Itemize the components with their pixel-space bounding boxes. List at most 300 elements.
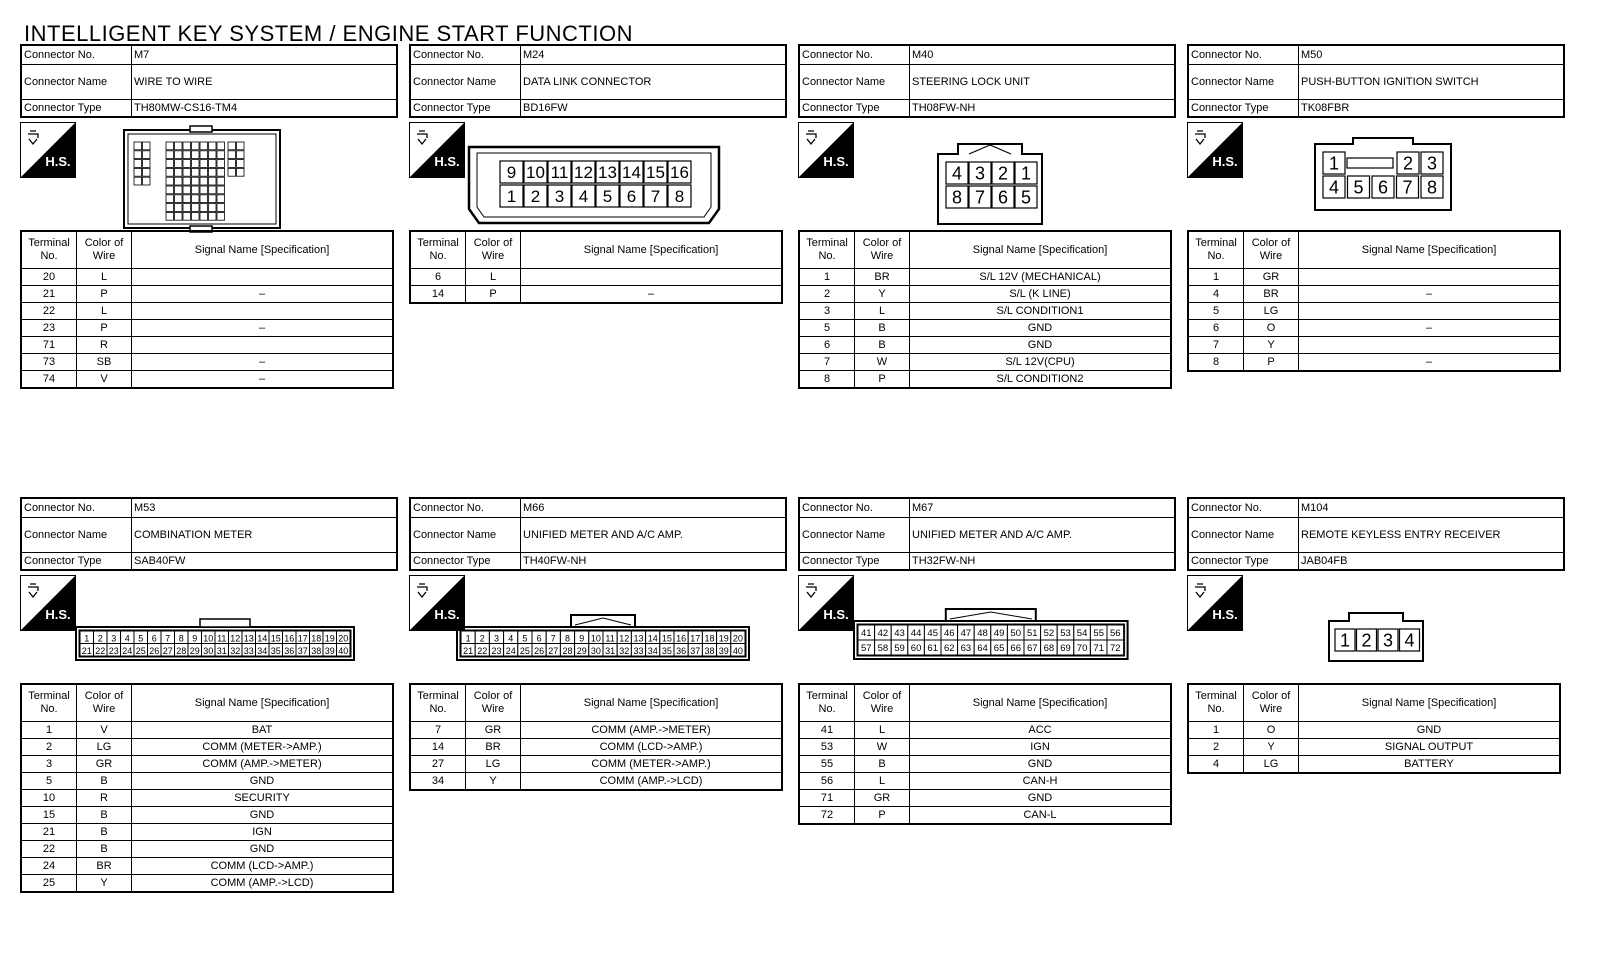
terminal-table bbox=[1187, 683, 1561, 774]
connector-number-label: Connector No. bbox=[22, 46, 132, 64]
signal-name-cell: GND bbox=[910, 337, 1172, 354]
pin-number: 2 bbox=[479, 633, 485, 644]
pin-number: 22 bbox=[95, 645, 106, 656]
table-row bbox=[21, 722, 393, 739]
wire-color-cell: B bbox=[855, 756, 910, 773]
table-row bbox=[21, 286, 393, 303]
pin-number: 23 bbox=[491, 645, 502, 656]
wire-color-cell: Y bbox=[855, 286, 910, 303]
connector-type-label: Connector Type bbox=[22, 100, 132, 116]
pin-number: 5 bbox=[602, 187, 613, 206]
harness-side-icon bbox=[409, 575, 465, 631]
pin-number: 24 bbox=[122, 645, 133, 656]
connector-name-value: STEERING LOCK UNIT bbox=[912, 76, 1030, 88]
pin-number: 12 bbox=[230, 633, 241, 644]
wire-color-header: Color of Wire bbox=[1244, 231, 1299, 269]
terminal-no-cell: 71 bbox=[21, 337, 77, 354]
pin-cell bbox=[217, 204, 225, 212]
pin-cell bbox=[200, 177, 208, 185]
pin-cell bbox=[209, 177, 217, 185]
pin-number: 6 bbox=[1377, 177, 1389, 198]
signal-name-cell: CAN-L bbox=[910, 807, 1172, 825]
connector-type-value: TK08FBR bbox=[1301, 102, 1350, 114]
table-row bbox=[1188, 269, 1560, 286]
terminal-table-header bbox=[799, 231, 1171, 269]
pin-number: 4 bbox=[508, 633, 514, 644]
table-row bbox=[799, 756, 1171, 773]
pin-cell bbox=[192, 212, 200, 220]
table-row bbox=[1188, 722, 1560, 739]
signal-name-cell: S/L (K LINE) bbox=[910, 286, 1172, 303]
pin-cell bbox=[183, 186, 191, 194]
table-row bbox=[21, 337, 393, 354]
pin-cell bbox=[200, 195, 208, 203]
table-row bbox=[799, 371, 1171, 389]
table-row bbox=[799, 354, 1171, 371]
pin-cell bbox=[166, 195, 174, 203]
pin-number: 12 bbox=[619, 633, 630, 644]
connector-key-slot bbox=[1347, 158, 1393, 168]
pin-number: 10 bbox=[590, 633, 601, 644]
connector-name-row bbox=[1189, 518, 1563, 553]
pin-cell bbox=[209, 186, 217, 194]
table-row bbox=[21, 824, 393, 841]
pin-number: 34 bbox=[257, 645, 268, 656]
pin-cell bbox=[200, 204, 208, 212]
pin-number: 28 bbox=[562, 645, 573, 656]
signal-name-cell: SECURITY bbox=[132, 790, 394, 807]
pin-number: 26 bbox=[149, 645, 160, 656]
wire-color-cell: GR bbox=[466, 722, 521, 739]
pin-number: 67 bbox=[1027, 643, 1038, 654]
harness-side-icon bbox=[1187, 575, 1243, 631]
pin-cell bbox=[166, 177, 174, 185]
terminal-no-cell: 2 bbox=[1188, 739, 1244, 756]
connector-number-value: M53 bbox=[134, 502, 156, 514]
terminal-table-header bbox=[799, 684, 1171, 722]
wire-color-cell: B bbox=[855, 337, 910, 354]
connector-type-label: Connector Type bbox=[800, 553, 910, 569]
pin-number: 2 bbox=[1361, 630, 1372, 651]
table-row bbox=[21, 303, 393, 320]
pin-number: 10 bbox=[526, 163, 545, 182]
signal-name-header: Signal Name [Specification] bbox=[521, 231, 783, 269]
connector-number-row bbox=[800, 499, 1174, 518]
table-row bbox=[410, 269, 782, 286]
pin-number: 49 bbox=[993, 628, 1005, 639]
wire-color-cell: B bbox=[77, 807, 132, 824]
signal-name-cell: GND bbox=[910, 790, 1172, 807]
pin-cell bbox=[166, 186, 174, 194]
pin-number: 37 bbox=[690, 645, 701, 656]
terminal-no-cell: 25 bbox=[21, 875, 77, 893]
pin-cell bbox=[183, 160, 191, 168]
signal-name-cell: S/L CONDITION1 bbox=[910, 303, 1172, 320]
pin-number: 21 bbox=[81, 645, 92, 656]
connector-name-label: Connector Name bbox=[1189, 65, 1299, 99]
pin-number: 44 bbox=[910, 628, 922, 639]
connector-name-label: Connector Name bbox=[411, 518, 521, 552]
terminal-table-header bbox=[410, 231, 782, 269]
pin-cell bbox=[143, 177, 151, 185]
connector-info-table bbox=[1187, 497, 1565, 571]
pin-number: 71 bbox=[1093, 643, 1104, 654]
hs-label: H.S. bbox=[434, 154, 460, 169]
wire-color-cell: LG bbox=[1244, 756, 1299, 774]
table-row bbox=[1188, 756, 1560, 774]
wire-color-cell: BR bbox=[855, 269, 910, 286]
pin-number: 70 bbox=[1076, 643, 1088, 654]
pin-cell bbox=[217, 151, 225, 159]
connector-type-value: JAB04FB bbox=[1301, 555, 1348, 567]
table-row bbox=[1188, 286, 1560, 303]
table-row bbox=[410, 773, 782, 791]
terminal-no-cell: 7 bbox=[410, 722, 466, 739]
signal-name-cell: IGN bbox=[910, 739, 1172, 756]
terminal-no-cell: 6 bbox=[1188, 320, 1244, 337]
connector-number-value: M40 bbox=[912, 49, 934, 61]
connector-name-row bbox=[800, 518, 1174, 553]
pin-number: 20 bbox=[732, 633, 743, 644]
wire-color-cell: L bbox=[855, 773, 910, 790]
connector-number-row bbox=[411, 499, 785, 518]
signal-name-cell bbox=[1299, 337, 1561, 354]
pin-number: 57 bbox=[861, 643, 872, 654]
pin-cell bbox=[192, 186, 200, 194]
harness-side-icon bbox=[409, 122, 465, 178]
terminal-no-header: Terminal No. bbox=[1188, 684, 1244, 722]
pin-number: 58 bbox=[877, 643, 889, 654]
terminal-no-cell: 10 bbox=[21, 790, 77, 807]
hs-label: H.S. bbox=[823, 607, 849, 622]
pin-cell bbox=[228, 168, 236, 176]
pin-number: 42 bbox=[877, 628, 889, 639]
pin-cell bbox=[217, 168, 225, 176]
pin-cell bbox=[183, 212, 191, 220]
signal-name-cell: – bbox=[132, 286, 394, 303]
terminal-table-header bbox=[21, 231, 393, 269]
terminal-no-cell: 8 bbox=[1188, 354, 1244, 372]
signal-name-cell: COMM (AMP.->METER) bbox=[132, 756, 394, 773]
wire-color-header: Color of Wire bbox=[77, 684, 132, 722]
table-row bbox=[21, 807, 393, 824]
pin-number: 25 bbox=[519, 645, 530, 656]
pin-cell bbox=[143, 168, 151, 176]
pin-cell bbox=[192, 195, 200, 203]
pin-number: 18 bbox=[704, 633, 715, 644]
pin-cell bbox=[134, 168, 142, 176]
pin-cell bbox=[192, 160, 200, 168]
terminal-no-cell: 22 bbox=[21, 841, 77, 858]
pin-number: 53 bbox=[1060, 628, 1071, 639]
connector-number-row bbox=[411, 46, 785, 65]
signal-name-cell: – bbox=[521, 286, 783, 304]
signal-name-cell: COMM (LCD->AMP.) bbox=[132, 858, 394, 875]
pin-cell bbox=[237, 142, 245, 150]
pin-number: 17 bbox=[297, 633, 308, 644]
connector-info-table bbox=[798, 497, 1176, 571]
terminal-no-header: Terminal No. bbox=[21, 684, 77, 722]
terminal-no-cell: 74 bbox=[21, 371, 77, 389]
pin-number: 15 bbox=[270, 633, 281, 644]
pin-number: 14 bbox=[257, 633, 268, 644]
pin-cell bbox=[228, 160, 236, 168]
pin-number: 4 bbox=[124, 633, 130, 644]
terminal-no-cell: 1 bbox=[1188, 722, 1244, 739]
pin-cell bbox=[217, 195, 225, 203]
signal-name-cell: – bbox=[1299, 286, 1561, 303]
pin-cell bbox=[175, 160, 183, 168]
table-row bbox=[21, 269, 393, 286]
hs-label: H.S. bbox=[45, 607, 71, 622]
terminal-no-cell: 34 bbox=[410, 773, 466, 791]
pin-number: 13 bbox=[633, 633, 644, 644]
connector-number-row bbox=[1189, 46, 1563, 65]
pin-number: 38 bbox=[704, 645, 715, 656]
wire-color-cell: SB bbox=[77, 354, 132, 371]
terminal-no-cell: 56 bbox=[799, 773, 855, 790]
pin-cell bbox=[209, 151, 217, 159]
table-row bbox=[21, 756, 393, 773]
harness-side-icon bbox=[1187, 122, 1243, 178]
pin-number: 8 bbox=[1426, 177, 1438, 198]
page-title: INTELLIGENT KEY SYSTEM / ENGINE START FUNCTION bbox=[24, 21, 633, 46]
pin-number: 2 bbox=[997, 163, 1009, 184]
pin-number: 14 bbox=[647, 633, 658, 644]
connector-name-row bbox=[1189, 65, 1563, 100]
pin-number: 6 bbox=[536, 633, 542, 644]
connector-name-label: Connector Name bbox=[1189, 518, 1299, 552]
pin-number: 55 bbox=[1093, 628, 1104, 639]
wire-color-cell: P bbox=[77, 320, 132, 337]
terminal-no-cell: 73 bbox=[21, 354, 77, 371]
signal-name-cell bbox=[132, 269, 394, 286]
wire-color-cell: L bbox=[77, 269, 132, 286]
terminal-no-cell: 1 bbox=[799, 269, 855, 286]
connector-type-label: Connector Type bbox=[1189, 553, 1299, 569]
pin-cell bbox=[175, 151, 183, 159]
pin-cell bbox=[217, 142, 225, 150]
terminal-no-cell: 2 bbox=[21, 739, 77, 756]
pin-cell bbox=[209, 204, 217, 212]
pin-number: 15 bbox=[661, 633, 672, 644]
pin-number: 5 bbox=[138, 633, 144, 644]
pin-number: 20 bbox=[338, 633, 349, 644]
pin-number: 8 bbox=[564, 633, 571, 644]
table-row bbox=[410, 286, 782, 304]
pin-cell bbox=[192, 142, 200, 150]
terminal-no-cell: 21 bbox=[21, 824, 77, 841]
pin-number: 26 bbox=[534, 645, 545, 656]
pin-number: 31 bbox=[216, 645, 227, 656]
pin-cell bbox=[143, 160, 151, 168]
signal-name-header: Signal Name [Specification] bbox=[910, 231, 1172, 269]
connector-number-value: M66 bbox=[523, 502, 545, 514]
wire-color-cell: Y bbox=[1244, 739, 1299, 756]
signal-name-cell: GND bbox=[910, 756, 1172, 773]
connector-number-row bbox=[22, 499, 396, 518]
table-row bbox=[21, 354, 393, 371]
wire-color-cell: LG bbox=[77, 739, 132, 756]
pin-cell bbox=[183, 195, 191, 203]
pin-number: 45 bbox=[927, 628, 938, 639]
signal-name-cell: – bbox=[1299, 320, 1561, 337]
pin-number: 4 bbox=[1328, 177, 1340, 198]
connector-face-diagram bbox=[798, 112, 1174, 230]
pin-number: 54 bbox=[1076, 628, 1088, 639]
pin-number: 36 bbox=[284, 645, 295, 656]
pin-number: 69 bbox=[1060, 643, 1071, 654]
connector-info-table bbox=[409, 44, 787, 118]
pin-number: 15 bbox=[646, 163, 665, 182]
connector-info-table bbox=[20, 497, 398, 571]
connector-name-label: Connector Name bbox=[22, 65, 132, 99]
terminal-no-header: Terminal No. bbox=[410, 231, 466, 269]
pin-cell bbox=[183, 142, 191, 150]
terminal-no-cell: 1 bbox=[1188, 269, 1244, 286]
connector-name-value: COMBINATION METER bbox=[134, 529, 253, 541]
pin-number: 8 bbox=[178, 633, 184, 644]
terminal-table-header bbox=[410, 684, 782, 722]
pin-number: 3 bbox=[493, 633, 500, 644]
pin-number: 3 bbox=[974, 163, 986, 184]
pin-cell bbox=[192, 177, 200, 185]
pin-number: 6 bbox=[997, 187, 1009, 208]
wire-color-cell: P bbox=[466, 286, 521, 304]
wire-color-cell: P bbox=[855, 371, 910, 389]
pin-number: 22 bbox=[477, 645, 488, 656]
wire-color-cell: B bbox=[77, 773, 132, 790]
table-row bbox=[410, 756, 782, 773]
connector-name-value: PUSH-BUTTON IGNITION SWITCH bbox=[1301, 76, 1479, 88]
table-row bbox=[21, 858, 393, 875]
pin-number: 7 bbox=[165, 633, 171, 644]
pin-number: 33 bbox=[633, 645, 644, 656]
signal-name-cell bbox=[132, 337, 394, 354]
terminal-no-cell: 6 bbox=[799, 337, 855, 354]
terminal-no-cell: 27 bbox=[410, 756, 466, 773]
signal-name-cell: GND bbox=[1299, 722, 1561, 739]
connector-number-value: M24 bbox=[523, 49, 545, 61]
hs-label: H.S. bbox=[1212, 607, 1238, 622]
table-row bbox=[799, 790, 1171, 807]
pin-number: 33 bbox=[243, 645, 254, 656]
pin-number: 29 bbox=[576, 645, 587, 656]
pin-number: 59 bbox=[894, 643, 905, 654]
connector-face-diagram bbox=[20, 565, 396, 683]
terminal-no-cell: 14 bbox=[410, 739, 466, 756]
terminal-no-cell: 3 bbox=[21, 756, 77, 773]
pin-cell bbox=[200, 186, 208, 194]
terminal-table-header bbox=[1188, 684, 1560, 722]
pin-cell bbox=[192, 151, 200, 159]
signal-name-cell: S/L 12V (MECHANICAL) bbox=[910, 269, 1172, 286]
pin-number: 4 bbox=[578, 187, 589, 206]
pin-cell bbox=[200, 151, 208, 159]
table-row bbox=[21, 875, 393, 893]
terminal-no-cell: 22 bbox=[21, 303, 77, 320]
terminal-no-cell: 6 bbox=[410, 269, 466, 286]
terminal-no-cell: 41 bbox=[799, 722, 855, 739]
terminal-table bbox=[409, 683, 783, 791]
pin-number: 4 bbox=[951, 163, 963, 184]
pin-number: 3 bbox=[554, 187, 565, 206]
connector-number-label: Connector No. bbox=[1189, 499, 1299, 517]
pin-number: 1 bbox=[84, 633, 90, 644]
pin-number: 50 bbox=[1010, 628, 1021, 639]
connector-lock-tab bbox=[200, 619, 250, 627]
pin-number: 64 bbox=[977, 643, 988, 654]
pin-cell bbox=[183, 177, 191, 185]
pin-number: 1 bbox=[506, 187, 517, 206]
pin-cell bbox=[209, 168, 217, 176]
terminal-no-header: Terminal No. bbox=[799, 684, 855, 722]
terminal-no-cell: 2 bbox=[799, 286, 855, 303]
wire-color-cell: L bbox=[466, 269, 521, 286]
pin-number: 23 bbox=[108, 645, 119, 656]
pin-number: 65 bbox=[993, 643, 1005, 654]
connector-number-value: M50 bbox=[1301, 49, 1323, 61]
pin-number: 47 bbox=[960, 628, 972, 639]
harness-side-icon bbox=[20, 575, 76, 631]
pin-number: 61 bbox=[927, 643, 938, 654]
pin-number: 13 bbox=[598, 163, 617, 182]
connector-type-label: Connector Type bbox=[22, 553, 132, 569]
signal-name-cell: – bbox=[132, 371, 394, 389]
pin-cell bbox=[166, 204, 174, 212]
pin-number: 5 bbox=[1353, 177, 1364, 198]
terminal-no-header: Terminal No. bbox=[21, 231, 77, 269]
pin-number: 19 bbox=[718, 633, 729, 644]
signal-name-cell: – bbox=[1299, 354, 1561, 372]
connector-name-label: Connector Name bbox=[800, 518, 910, 552]
connector-name-value: UNIFIED METER AND A/C AMP. bbox=[912, 529, 1072, 541]
pin-cell bbox=[166, 151, 174, 159]
pin-number: 72 bbox=[1110, 643, 1121, 654]
connector-name-label: Connector Name bbox=[411, 65, 521, 99]
wire-color-cell: W bbox=[855, 739, 910, 756]
terminal-no-header: Terminal No. bbox=[1188, 231, 1244, 269]
table-row bbox=[1188, 354, 1560, 372]
connector-info-table bbox=[798, 44, 1176, 118]
pin-cell bbox=[209, 142, 217, 150]
pin-number: 62 bbox=[944, 643, 955, 654]
pin-cell bbox=[237, 151, 245, 159]
pin-cell bbox=[166, 160, 174, 168]
pin-cell bbox=[200, 168, 208, 176]
terminal-no-cell: 15 bbox=[21, 807, 77, 824]
connector-type-value: BD16FW bbox=[523, 102, 568, 114]
pin-number: 41 bbox=[861, 628, 872, 639]
wire-color-header: Color of Wire bbox=[466, 231, 521, 269]
table-row bbox=[1188, 337, 1560, 354]
pin-cell bbox=[175, 204, 183, 212]
wire-color-cell: R bbox=[77, 337, 132, 354]
pin-number: 7 bbox=[974, 187, 986, 208]
pin-number: 51 bbox=[1027, 628, 1038, 639]
connector-name-row bbox=[22, 65, 396, 100]
signal-name-cell: IGN bbox=[132, 824, 394, 841]
wire-color-header: Color of Wire bbox=[855, 231, 910, 269]
connector-face-diagram bbox=[409, 112, 785, 230]
pin-cell bbox=[166, 142, 174, 150]
connector-type-value: TH80MW-CS16-TM4 bbox=[134, 102, 238, 114]
pin-cell bbox=[183, 204, 191, 212]
pin-number: 2 bbox=[97, 633, 103, 644]
connector-type-value: TH32FW-NH bbox=[912, 555, 976, 567]
connector-info-table bbox=[20, 44, 398, 118]
terminal-no-cell: 21 bbox=[21, 286, 77, 303]
